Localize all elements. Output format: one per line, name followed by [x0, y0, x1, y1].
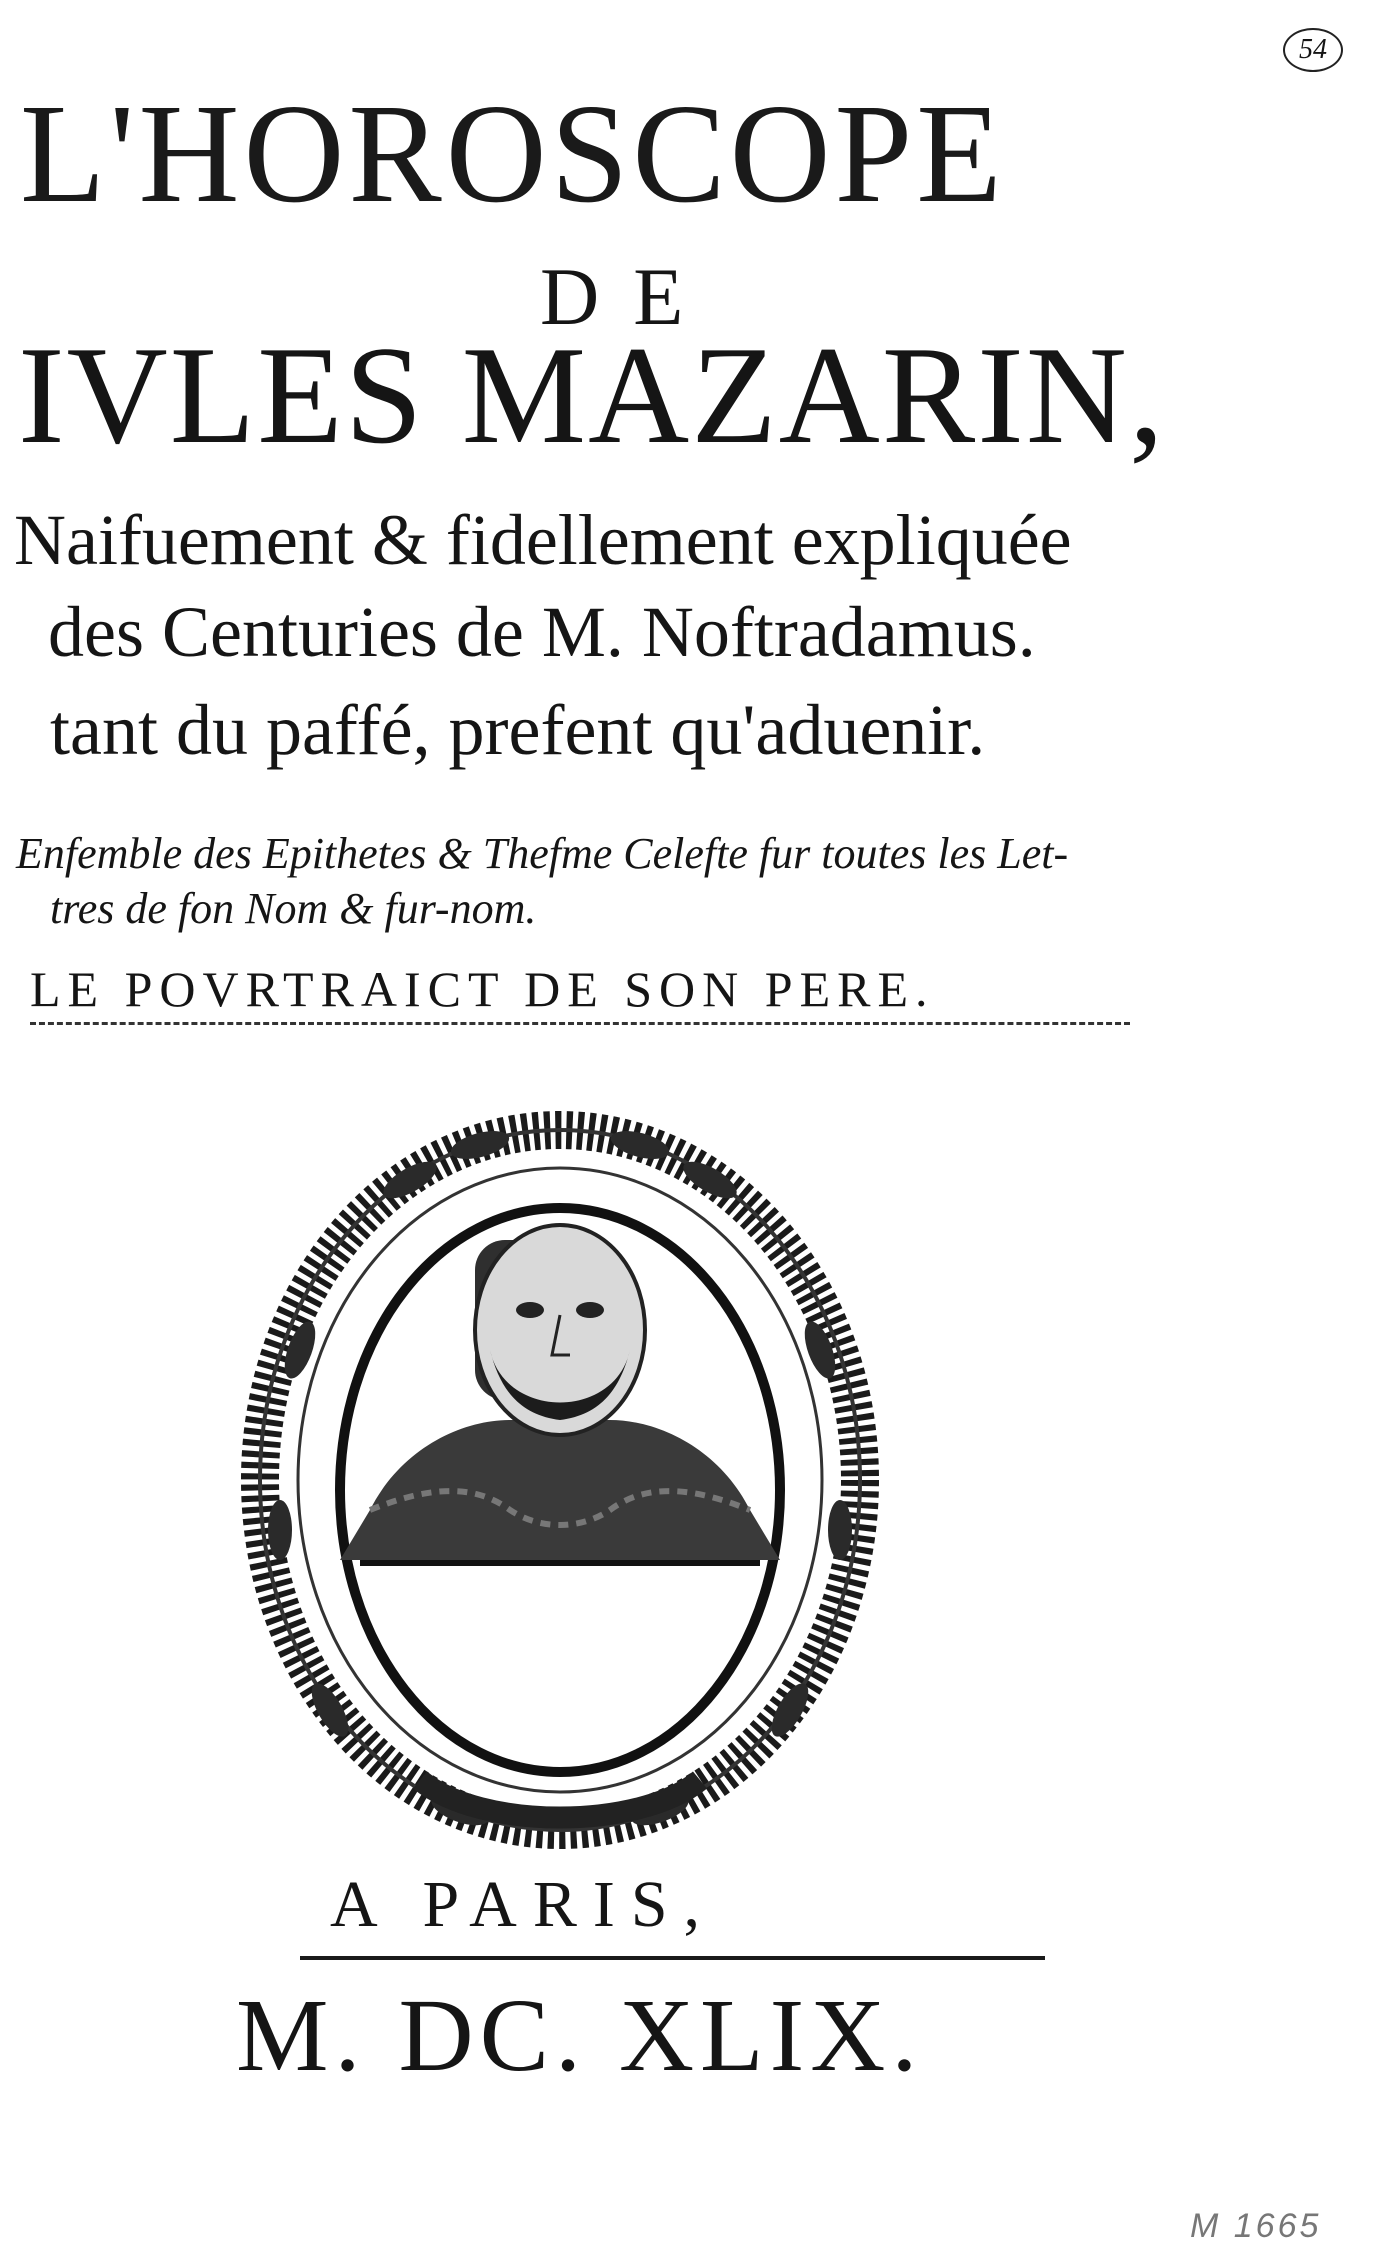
subtitle-line-3: tant du paffé, prefent qu'aduenir. [50, 690, 986, 770]
wreath-ribbon [420, 1780, 700, 1818]
portrait-caption: LE POVRTRAICT DE SON PERE. [30, 961, 935, 1017]
subtitle-line-2: des Centuries de M. Noftradamus. [48, 592, 1036, 672]
title-line-1: L'HOROSCOPE [20, 74, 1006, 232]
italic-note-line-1: Enfemble des Epithetes & Thefme Celefte fur toutes les Let- [16, 829, 1069, 878]
italic-note-line-2: tres de fon Nom & fur-nom. [50, 884, 537, 933]
imprint-place-text: A PARIS, [330, 1868, 717, 1941]
title-line-2-text: DE [540, 251, 718, 342]
portrait-base-line [360, 1560, 760, 1566]
woodcut-portrait [220, 1090, 900, 1850]
imprint-place [0, 1868, 1400, 1942]
imprint-year-text: M. DC. XLIX. [236, 1978, 924, 2093]
caption-underline [30, 1022, 1130, 1028]
shelfmark: M 1665 [1190, 2207, 1322, 2245]
woodcut-portrait-svg [220, 1090, 900, 1850]
imprint-rule [300, 1956, 1045, 1966]
subtitle-line-1: Naifuement & fidellement expliquée [14, 500, 1072, 580]
imprint-year [0, 1980, 1400, 2092]
folio-number: 54 [1283, 28, 1343, 72]
title-line-3: IVLES MAZARIN, [18, 318, 1166, 473]
